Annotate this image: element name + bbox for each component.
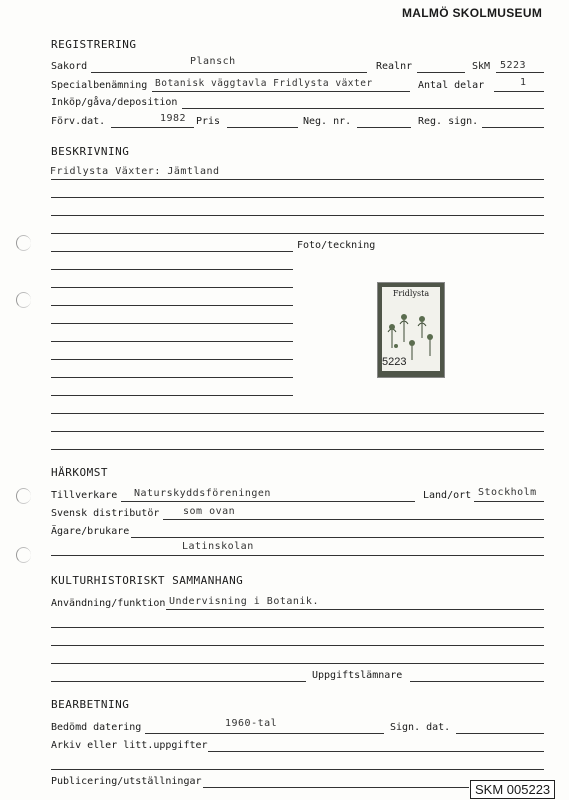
form-line [91,72,367,73]
anv-label: Användning/funktion [51,598,166,609]
tillverkare-label: Tillverkare [51,490,118,501]
landort-label: Land/ort [423,490,472,501]
museum-header: MALMÖ SKOLMUSEUM [402,6,543,20]
inkop-label: Inköp/gåva/deposition [51,97,178,108]
anv-value: Undervisning i Botanik. [169,596,319,607]
form-line [482,127,544,128]
skm-value: 5223 [500,60,527,71]
form-line [51,555,544,556]
form-line [166,609,544,610]
poster-title: Fridlysta [392,289,430,298]
form-line [51,269,293,270]
binder-hole [16,292,31,308]
section-bearbetning: BEARBETNING [51,698,130,711]
form-line [51,645,544,646]
forv-label: Förv.dat. [51,116,106,127]
publ-label: Publicering/utställningar [51,776,202,787]
poster-number: 5223 [382,356,407,368]
form-line [51,251,293,252]
form-line [51,233,544,234]
form-line [51,305,293,306]
sign-label: Sign. dat. [390,722,451,733]
regsign-label: Reg. sign. [418,116,479,127]
sakord-label: Sakord [51,61,88,72]
form-line [51,359,293,360]
form-line [51,197,544,198]
distributor-value: som ovan [183,506,236,517]
form-line [51,287,293,288]
form-line [111,127,194,128]
realnr-label: Realnr [376,61,413,72]
bedomd-label: Bedömd datering [51,722,142,733]
antal-value: 1 [520,77,527,88]
landort-value: Stockholm [478,487,537,498]
agare-label: Ägare/brukare [51,526,130,537]
form-line [51,215,544,216]
form-line [494,91,544,92]
sakord-value: Plansch [190,56,236,67]
foto-label: Foto/teckning [297,240,376,251]
form-line [51,341,293,342]
form-line [456,733,544,734]
binder-hole [16,235,31,251]
distributor-label: Svensk distributör [51,508,160,519]
section-beskrivning: BESKRIVNING [51,145,130,158]
form-line [474,501,544,502]
uppgift-label: Uppgiftslämnare [312,670,403,681]
form-line [51,323,293,324]
tillverkare-value: Naturskyddsföreningen [134,488,271,499]
agare-value: Latinskolan [182,541,254,552]
form-line [410,681,544,682]
form-line [51,627,544,628]
form-line [121,501,415,502]
form-line [203,787,469,788]
skm-label: SkM [472,61,491,72]
form-line [51,179,544,180]
form-line [357,127,411,128]
section-registrering: REGISTRERING [51,38,137,51]
special-label: Specialbenämning [51,80,148,91]
form-line [51,377,293,378]
form-line [145,733,384,734]
special-value: Botanisk väggtavla Fridlysta växter [155,78,373,89]
negnr-label: Neg. nr. [303,116,352,127]
form-line [417,72,465,73]
form-line [51,769,544,770]
form-line [51,663,544,664]
form-line [227,127,298,128]
bedomd-value: 1960-tal [225,718,278,729]
forv-value: 1982 [160,113,187,124]
antal-label: Antal delar [418,80,485,91]
form-line [208,751,544,752]
poster-photo [377,282,445,378]
form-line [496,72,544,73]
section-kultur: KULTURHISTORISKT SAMMANHANG [51,574,244,587]
form-line [163,519,544,520]
arkiv-label: Arkiv eller litt.uppgifter [51,740,208,751]
form-line [51,395,293,396]
form-line [51,681,306,682]
form-line [152,91,410,92]
form-line [51,431,544,432]
beskrivning-text: Fridlysta Växter: Jämtland [50,166,220,177]
form-line [51,413,544,414]
binder-hole [16,547,31,563]
form-line [131,537,544,538]
form-line [182,108,544,109]
binder-hole [16,488,31,504]
pris-label: Pris [196,116,221,127]
section-harkomst: HÄRKOMST [51,466,108,479]
catalog-stamp: SKM 005223 [470,780,555,799]
form-line [51,449,544,450]
